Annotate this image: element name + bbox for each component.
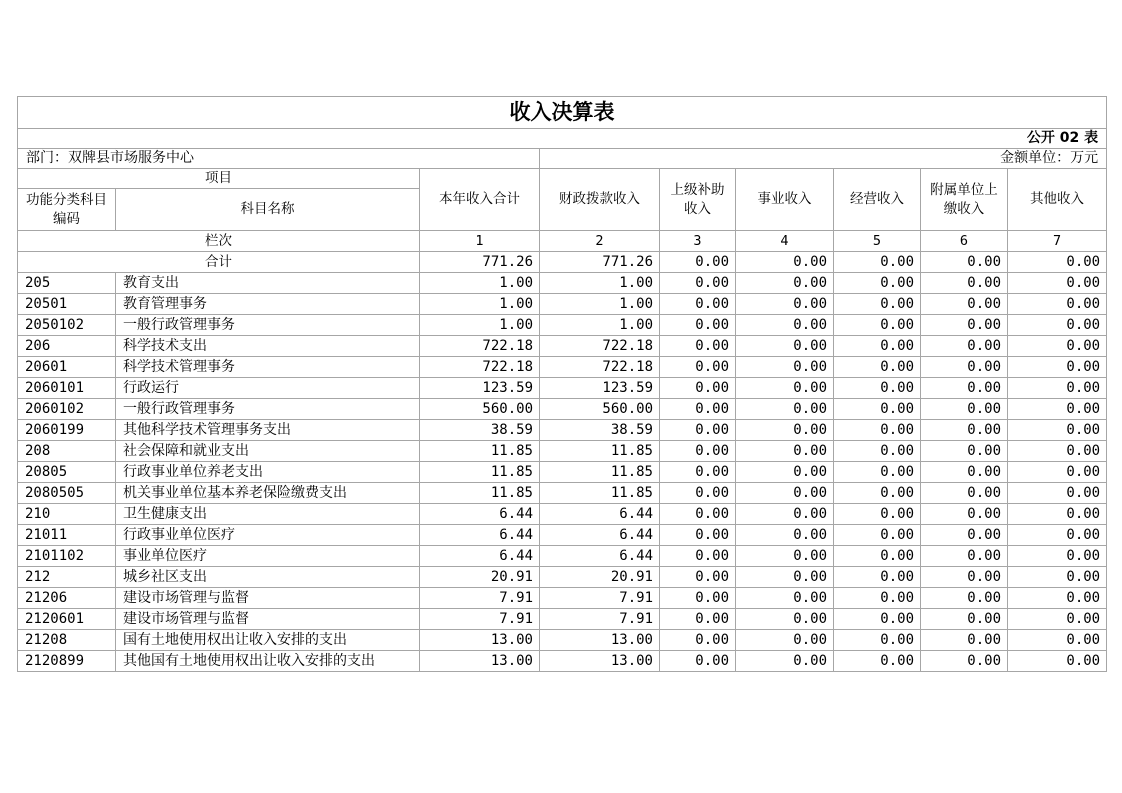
row-value: 0.00 <box>660 462 736 483</box>
column-number-label: 栏次 <box>18 231 420 252</box>
row-value: 0.00 <box>1008 651 1107 672</box>
row-subject-name: 行政事业单位养老支出 <box>116 462 420 483</box>
total-label: 合计 <box>18 252 420 273</box>
row-value: 0.00 <box>736 651 834 672</box>
row-value: 0.00 <box>834 273 921 294</box>
table-row <box>18 609 1107 630</box>
row-value: 0.00 <box>834 630 921 651</box>
row-value: 0.00 <box>660 651 736 672</box>
row-value: 13.00 <box>420 651 540 672</box>
row-value: 560.00 <box>540 399 660 420</box>
row-value: 0.00 <box>921 315 1008 336</box>
row-value: 20.91 <box>420 567 540 588</box>
table-title: 收入决算表 <box>18 97 1107 129</box>
row-value: 0.00 <box>921 399 1008 420</box>
row-value: 0.00 <box>736 294 834 315</box>
column-number: 5 <box>834 231 921 252</box>
total-value: 0.00 <box>660 252 736 273</box>
row-subject-name: 行政运行 <box>116 378 420 399</box>
row-value: 0.00 <box>834 378 921 399</box>
row-code: 2060102 <box>18 399 116 420</box>
row-value: 0.00 <box>921 546 1008 567</box>
row-value: 0.00 <box>660 483 736 504</box>
row-value: 6.44 <box>540 504 660 525</box>
row-value: 0.00 <box>1008 609 1107 630</box>
row-value: 0.00 <box>921 651 1008 672</box>
row-value: 0.00 <box>660 378 736 399</box>
row-code: 21011 <box>18 525 116 546</box>
total-value: 0.00 <box>736 252 834 273</box>
row-value: 0.00 <box>921 441 1008 462</box>
row-value: 7.91 <box>540 588 660 609</box>
row-value: 11.85 <box>540 483 660 504</box>
row-value: 0.00 <box>1008 630 1107 651</box>
row-value: 0.00 <box>1008 399 1107 420</box>
row-code: 20501 <box>18 294 116 315</box>
row-value: 0.00 <box>660 525 736 546</box>
row-value: 38.59 <box>540 420 660 441</box>
row-value: 0.00 <box>736 378 834 399</box>
header-affiliated: 附属单位上缴收入 <box>921 169 1008 231</box>
row-code: 21206 <box>18 588 116 609</box>
row-value: 0.00 <box>1008 588 1107 609</box>
row-subject-name: 教育支出 <box>116 273 420 294</box>
row-value: 1.00 <box>420 273 540 294</box>
row-value: 0.00 <box>921 273 1008 294</box>
row-value: 0.00 <box>736 630 834 651</box>
row-value: 13.00 <box>540 651 660 672</box>
unit-label: 金额单位：万元 <box>540 149 1107 169</box>
table-row <box>18 315 1107 336</box>
row-value: 722.18 <box>540 357 660 378</box>
total-value: 0.00 <box>921 252 1008 273</box>
row-value: 0.00 <box>921 336 1008 357</box>
column-number: 2 <box>540 231 660 252</box>
row-value: 0.00 <box>1008 462 1107 483</box>
row-value: 0.00 <box>834 357 921 378</box>
row-value: 0.00 <box>1008 315 1107 336</box>
row-value: 0.00 <box>736 441 834 462</box>
total-value: 0.00 <box>834 252 921 273</box>
table-row <box>18 525 1107 546</box>
row-value: 7.91 <box>420 588 540 609</box>
row-value: 0.00 <box>660 441 736 462</box>
total-value: 771.26 <box>540 252 660 273</box>
row-value: 0.00 <box>736 273 834 294</box>
column-number: 7 <box>1008 231 1107 252</box>
row-value: 7.91 <box>540 609 660 630</box>
row-value: 0.00 <box>660 420 736 441</box>
row-value: 0.00 <box>736 399 834 420</box>
row-value: 0.00 <box>834 567 921 588</box>
table-row <box>18 504 1107 525</box>
row-value: 0.00 <box>660 399 736 420</box>
row-value: 0.00 <box>834 441 921 462</box>
row-subject-name: 一般行政管理事务 <box>116 399 420 420</box>
row-value: 6.44 <box>420 525 540 546</box>
row-value: 1.00 <box>540 315 660 336</box>
row-value: 11.85 <box>420 483 540 504</box>
row-value: 0.00 <box>921 504 1008 525</box>
row-value: 0.00 <box>921 609 1008 630</box>
table-row <box>18 336 1107 357</box>
row-value: 560.00 <box>420 399 540 420</box>
row-value: 0.00 <box>1008 420 1107 441</box>
header-item: 项目 <box>18 169 420 189</box>
row-value: 0.00 <box>736 462 834 483</box>
row-code: 205 <box>18 273 116 294</box>
row-subject-name: 建设市场管理与监督 <box>116 588 420 609</box>
row-code: 2120601 <box>18 609 116 630</box>
row-value: 6.44 <box>540 525 660 546</box>
row-value: 0.00 <box>921 294 1008 315</box>
row-value: 0.00 <box>660 609 736 630</box>
row-code: 20805 <box>18 462 116 483</box>
form-tag: 公开 02 表 <box>18 129 1107 149</box>
row-value: 6.44 <box>420 546 540 567</box>
total-value: 771.26 <box>420 252 540 273</box>
row-value: 0.00 <box>660 294 736 315</box>
row-value: 123.59 <box>420 378 540 399</box>
row-value: 0.00 <box>660 546 736 567</box>
row-code: 20601 <box>18 357 116 378</box>
header-fiscal: 财政拨款收入 <box>540 169 660 231</box>
row-value: 11.85 <box>540 462 660 483</box>
department-label: 部门：双牌县市场服务中心 <box>18 149 540 169</box>
row-value: 0.00 <box>921 567 1008 588</box>
table-row <box>18 588 1107 609</box>
row-value: 20.91 <box>540 567 660 588</box>
table-row <box>18 420 1107 441</box>
row-subject-name: 一般行政管理事务 <box>116 315 420 336</box>
row-value: 13.00 <box>420 630 540 651</box>
row-value: 0.00 <box>736 588 834 609</box>
row-code: 2060199 <box>18 420 116 441</box>
row-code: 2120899 <box>18 651 116 672</box>
row-code: 2060101 <box>18 378 116 399</box>
table-row <box>18 546 1107 567</box>
row-value: 123.59 <box>540 378 660 399</box>
row-value: 0.00 <box>834 504 921 525</box>
row-code: 21208 <box>18 630 116 651</box>
table-row <box>18 630 1107 651</box>
row-value: 13.00 <box>540 630 660 651</box>
row-value: 0.00 <box>1008 546 1107 567</box>
row-value: 1.00 <box>420 294 540 315</box>
row-subject-name: 卫生健康支出 <box>116 504 420 525</box>
header-business: 事业收入 <box>736 169 834 231</box>
row-value: 0.00 <box>834 483 921 504</box>
row-value: 0.00 <box>921 630 1008 651</box>
header-superior: 上级补助收入 <box>660 169 736 231</box>
row-value: 0.00 <box>736 357 834 378</box>
row-value: 0.00 <box>921 420 1008 441</box>
row-value: 1.00 <box>540 273 660 294</box>
row-value: 0.00 <box>921 483 1008 504</box>
table-row <box>18 483 1107 504</box>
row-subject-name: 建设市场管理与监督 <box>116 609 420 630</box>
row-code: 212 <box>18 567 116 588</box>
row-value: 11.85 <box>540 441 660 462</box>
row-value: 11.85 <box>420 441 540 462</box>
row-value: 6.44 <box>540 546 660 567</box>
header-func-code: 功能分类科目编码 <box>18 189 116 231</box>
row-value: 1.00 <box>540 294 660 315</box>
column-number: 3 <box>660 231 736 252</box>
row-subject-name: 行政事业单位医疗 <box>116 525 420 546</box>
row-value: 0.00 <box>736 546 834 567</box>
header-total-income: 本年收入合计 <box>420 169 540 231</box>
row-value: 0.00 <box>660 504 736 525</box>
total-value: 0.00 <box>1008 252 1107 273</box>
table-row <box>18 651 1107 672</box>
row-value: 6.44 <box>420 504 540 525</box>
row-value: 0.00 <box>921 378 1008 399</box>
row-code: 206 <box>18 336 116 357</box>
row-value: 0.00 <box>834 462 921 483</box>
row-value: 0.00 <box>1008 273 1107 294</box>
row-value: 0.00 <box>1008 525 1107 546</box>
row-subject-name: 事业单位医疗 <box>116 546 420 567</box>
row-value: 0.00 <box>921 525 1008 546</box>
row-value: 0.00 <box>1008 483 1107 504</box>
row-value: 11.85 <box>420 462 540 483</box>
row-value: 0.00 <box>660 630 736 651</box>
row-subject-name: 机关事业单位基本养老保险缴费支出 <box>116 483 420 504</box>
row-value: 0.00 <box>736 567 834 588</box>
row-value: 0.00 <box>736 609 834 630</box>
table-row <box>18 567 1107 588</box>
table-row <box>18 294 1107 315</box>
row-code: 2050102 <box>18 315 116 336</box>
row-code: 210 <box>18 504 116 525</box>
table-row <box>18 441 1107 462</box>
table-row <box>18 273 1107 294</box>
row-value: 0.00 <box>660 336 736 357</box>
row-value: 7.91 <box>420 609 540 630</box>
row-value: 0.00 <box>834 399 921 420</box>
row-value: 0.00 <box>921 357 1008 378</box>
table-row <box>18 399 1107 420</box>
header-other: 其他收入 <box>1008 169 1107 231</box>
table-row <box>18 357 1107 378</box>
row-value: 0.00 <box>1008 378 1107 399</box>
row-value: 0.00 <box>834 315 921 336</box>
row-value: 0.00 <box>834 525 921 546</box>
row-code: 2101102 <box>18 546 116 567</box>
column-number: 1 <box>420 231 540 252</box>
row-value: 0.00 <box>1008 294 1107 315</box>
row-value: 0.00 <box>1008 357 1107 378</box>
row-value: 0.00 <box>660 588 736 609</box>
row-value: 0.00 <box>660 567 736 588</box>
row-value: 722.18 <box>420 336 540 357</box>
row-subject-name: 其他国有土地使用权出让收入安排的支出 <box>116 651 420 672</box>
row-value: 0.00 <box>736 336 834 357</box>
row-value: 0.00 <box>834 420 921 441</box>
row-value: 722.18 <box>540 336 660 357</box>
column-number: 6 <box>921 231 1008 252</box>
row-subject-name: 其他科学技术管理事务支出 <box>116 420 420 441</box>
column-number: 4 <box>736 231 834 252</box>
income-final-accounts-sheet <box>17 96 1106 672</box>
header-operating: 经营收入 <box>834 169 921 231</box>
table-row <box>18 462 1107 483</box>
row-value: 0.00 <box>660 357 736 378</box>
row-subject-name: 城乡社区支出 <box>116 567 420 588</box>
row-value: 0.00 <box>834 651 921 672</box>
row-code: 208 <box>18 441 116 462</box>
row-value: 0.00 <box>736 483 834 504</box>
row-value: 0.00 <box>1008 567 1107 588</box>
row-value: 0.00 <box>834 588 921 609</box>
row-value: 0.00 <box>921 588 1008 609</box>
row-value: 0.00 <box>834 294 921 315</box>
row-code: 2080505 <box>18 483 116 504</box>
row-value: 0.00 <box>1008 336 1107 357</box>
row-value: 0.00 <box>834 609 921 630</box>
header-subject-name: 科目名称 <box>116 189 420 231</box>
row-value: 38.59 <box>420 420 540 441</box>
row-value: 0.00 <box>736 315 834 336</box>
row-value: 1.00 <box>420 315 540 336</box>
row-subject-name: 国有土地使用权出让收入安排的支出 <box>116 630 420 651</box>
row-value: 0.00 <box>736 504 834 525</box>
row-subject-name: 社会保障和就业支出 <box>116 441 420 462</box>
table-row <box>18 378 1107 399</box>
row-subject-name: 教育管理事务 <box>116 294 420 315</box>
row-value: 722.18 <box>420 357 540 378</box>
row-subject-name: 科学技术支出 <box>116 336 420 357</box>
row-value: 0.00 <box>1008 504 1107 525</box>
row-value: 0.00 <box>660 315 736 336</box>
row-value: 0.00 <box>834 546 921 567</box>
income-table <box>17 96 1107 672</box>
row-value: 0.00 <box>660 273 736 294</box>
row-value: 0.00 <box>921 462 1008 483</box>
row-value: 0.00 <box>1008 441 1107 462</box>
row-value: 0.00 <box>736 525 834 546</box>
row-value: 0.00 <box>834 336 921 357</box>
row-subject-name: 科学技术管理事务 <box>116 357 420 378</box>
row-value: 0.00 <box>736 420 834 441</box>
